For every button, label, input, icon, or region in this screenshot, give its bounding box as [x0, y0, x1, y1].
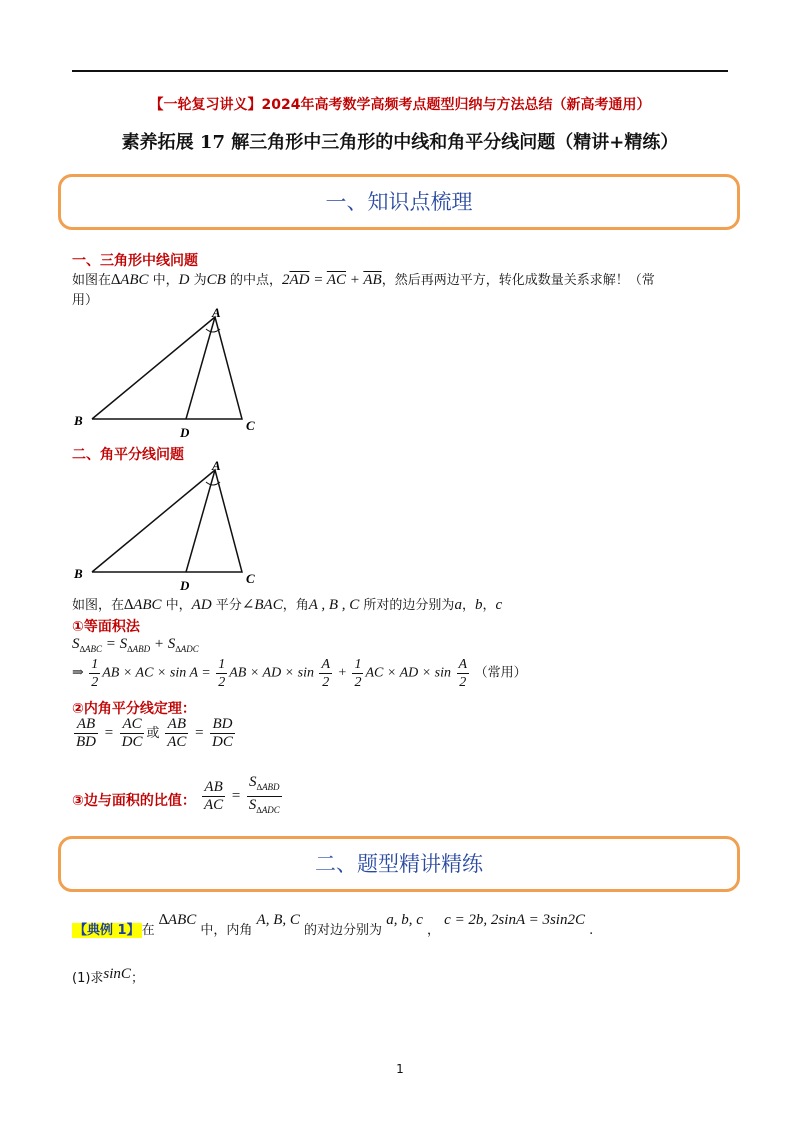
- half-1-n: 1: [91, 657, 99, 672]
- m3-s1-sub: ABD: [262, 782, 280, 792]
- half-3: [352, 656, 363, 691]
- median-label-B: B: [74, 413, 83, 428]
- vec-AD: $\overline{AD}$: [289, 272, 310, 288]
- bis-intro-AD: AD: [191, 597, 212, 613]
- example-1: [72, 912, 732, 941]
- example-angles: A, B, C: [256, 912, 300, 928]
- m2-f1-n: AB: [74, 716, 98, 734]
- m1-term3: AC × AD × sin: [365, 665, 452, 681]
- series-header: 【一轮复习讲义】2024年高考数学高频考点题型归纳与方法总结（新高考通用）: [149, 97, 651, 113]
- m1-term1: AB × AC × sin A: [102, 665, 198, 681]
- median-label-D: D: [180, 425, 190, 440]
- a-half-2-d: 2: [459, 675, 467, 690]
- bis-var-a: a: [454, 597, 462, 613]
- bis-intro-e: 所对的边分别为: [359, 598, 455, 613]
- bis-intro-angle: ∠BAC: [241, 597, 283, 613]
- bisector-intro: [72, 595, 732, 616]
- s2-sub: ABD: [132, 644, 151, 654]
- median-CB: CB: [206, 272, 226, 288]
- page-title: 素养拓展 17 解三角形中三角形的中线和角平分线问题（精讲+精练）: [121, 132, 679, 153]
- bis-intro-b: 中，: [161, 598, 192, 613]
- bis-var-b: b: [474, 597, 483, 613]
- example-tag: 【典例 1】: [74, 923, 140, 938]
- implies-arrow: ⇒: [72, 665, 84, 681]
- vec-eq-sign: =: [309, 272, 327, 288]
- s1-sub: ABC: [85, 644, 103, 654]
- m3-s2: S: [248, 797, 257, 813]
- page-number: 1: [396, 1062, 404, 1076]
- bis-sep1: ，: [461, 598, 475, 613]
- m2-f1-d: BD: [76, 734, 96, 750]
- m2-f3-n: AB: [165, 716, 188, 734]
- median-text-e: ，然后再两边平方，转化成数量关系求解！（常: [381, 273, 655, 288]
- s3-sub: ADC: [180, 644, 199, 654]
- m2-f4: [210, 716, 235, 751]
- m1-term2: AB × AD × sin: [229, 665, 314, 681]
- m3-s1: S: [249, 774, 257, 790]
- method2-eq: $\frac{AB}{BD}$ = $\frac{AC}{DC}$ 或 $\frac{AB}{AC}$ = $\frac{BD}{DC}$: [76, 716, 233, 750]
- m2-f2-d: DC: [121, 734, 143, 750]
- s2: S: [119, 636, 128, 652]
- m2-f2-n: AC: [120, 716, 145, 734]
- half-2-n: 1: [218, 657, 226, 672]
- section1-box-title: 一、知识点梳理: [325, 190, 473, 214]
- bisector-triangle-shape: [92, 470, 242, 572]
- s1: S: [72, 636, 80, 652]
- half-2: [216, 656, 227, 691]
- s3: S: [167, 636, 176, 652]
- method3-heading: ③边与面积的比值：: [72, 793, 196, 809]
- bisector-line-AD: [186, 470, 215, 572]
- m3-s2-sub: ADC: [261, 805, 280, 815]
- median-triangle-shape: [92, 317, 242, 419]
- a-half-2: [457, 656, 470, 691]
- q1-suffix: ；: [130, 971, 144, 986]
- bisector-label-D: D: [180, 578, 190, 593]
- bis-sep2: ，: [482, 598, 496, 613]
- median-text-b: 中，: [148, 273, 179, 288]
- example-condition: c = 2b, 2sinA = 3sin2C: [444, 912, 585, 928]
- a-half-1-n: A: [321, 657, 331, 672]
- example-t2: 中，内角: [200, 923, 253, 938]
- top-rule: [72, 70, 728, 72]
- a-half-1: [319, 656, 332, 691]
- bisector-label-C: C: [246, 571, 255, 586]
- example-t1: 在: [141, 923, 155, 938]
- vec-coef: 2: [281, 272, 290, 288]
- example-t4: ，: [427, 923, 441, 938]
- m3-f1: [202, 779, 225, 814]
- example-t5: .: [589, 923, 594, 938]
- m1-note: （常用）: [474, 665, 527, 681]
- bis-var-c: c: [495, 597, 503, 613]
- a-half-1-d: 2: [322, 675, 330, 690]
- q1-expr: sinC: [103, 966, 131, 982]
- half-1: [89, 656, 100, 691]
- m2-or: 或: [146, 725, 160, 741]
- m2-f3-d: AC: [167, 734, 187, 750]
- bisector-figure: [70, 458, 270, 593]
- median-text-a: 如图在: [72, 273, 112, 288]
- a-half-2-n: A: [458, 657, 468, 672]
- m3-f2-d: $S_{\Delta ADC}$: [248, 797, 280, 815]
- median-heading: 一、三角形中线问题: [72, 253, 198, 269]
- section2-box-title: 二、题型精讲精练: [315, 852, 483, 876]
- bis-intro-c: 平分: [211, 598, 242, 613]
- median-vector-eq: [282, 272, 382, 288]
- bis-intro-ABC: A , B , C: [308, 597, 360, 613]
- half-2-d: 2: [218, 675, 226, 690]
- m3-f1-d: AC: [204, 797, 224, 813]
- m2-f4-d: DC: [212, 734, 233, 750]
- method2-heading: ②内角平分线定理：: [72, 701, 196, 717]
- method3-eq: $\frac{AB}{AC}$ = $\frac{S_{\Delta ABD}}{S_{\Delta ADC}}$: [200, 774, 284, 819]
- median-text-c: 为: [189, 273, 207, 288]
- bisector-label-A: A: [212, 458, 221, 473]
- example-t3: 的对边分别为: [304, 923, 383, 938]
- m3-f2-n: $S_{\Delta ABD}$: [247, 774, 282, 797]
- section2-box: [58, 836, 740, 892]
- vec-plus: +: [346, 272, 364, 288]
- example-tri: ∆ABC: [158, 912, 197, 928]
- bisector-label-B: B: [74, 566, 83, 581]
- median-label-C: C: [246, 418, 255, 433]
- median-triangle: ∆ABC: [111, 272, 149, 288]
- bisector-heading: 二、角平分线问题: [72, 447, 184, 463]
- half-3-n: 1: [354, 657, 362, 672]
- bis-intro-a: 如图，在: [72, 598, 125, 613]
- m2-f4-n: BD: [210, 716, 235, 734]
- question-1: [72, 968, 144, 989]
- m2-f2: [120, 716, 145, 751]
- median-D: D: [178, 272, 190, 288]
- median-text-d: 的中点，: [225, 273, 282, 288]
- vec-AC: $\overline{AC}$: [326, 272, 346, 288]
- m2-f1: [74, 716, 98, 751]
- method1-eq2: ⇒ $\frac{1}{2}$ AB × AC × sin A = $\frac{1}{2}$ AB × AD × sin $\frac{A}{2}$ + $\frac{1}{2}$ AC × AD × sin $\frac{A}{2}$ （常用）: [72, 657, 527, 690]
- bis-intro-tri: ∆ABC: [124, 597, 162, 613]
- half-3-d: 2: [354, 675, 362, 690]
- q1-prefix: (1)求: [72, 971, 104, 986]
- method1-eq1: $S_{\Delta ABC} = S_{\Delta ABD} + S_{\Delta ADC}$: [72, 636, 199, 654]
- section1-box: [58, 174, 740, 230]
- median-figure: [70, 305, 270, 440]
- bis-intro-d: ，角: [282, 598, 309, 613]
- m3-f1-n: AB: [202, 779, 225, 797]
- m2-f3: [165, 716, 188, 751]
- m3-f2: [247, 774, 282, 819]
- median-label-A: A: [212, 305, 221, 320]
- median-text-line2: 用）: [72, 293, 99, 308]
- method1-heading: ①等面积法: [72, 619, 140, 635]
- example-sides: a, b, c: [386, 912, 423, 928]
- median-line-AD: [186, 317, 215, 419]
- vec-AB: $\overline{AB}$: [363, 272, 382, 288]
- half-1-d: 2: [91, 675, 99, 690]
